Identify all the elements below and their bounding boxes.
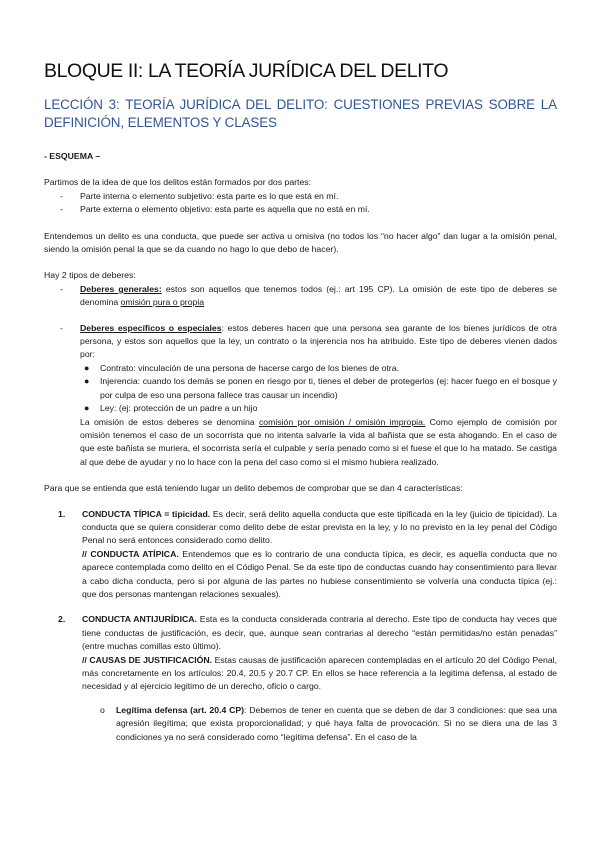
list-item: 2. CONDUCTA ANTIJURÍDICA. Esta es la conducta considerada contraria al derecho. Este tipo de conducta hay veces que tiene conductas de justificación, es decir, que, aunque sean contrarias al derecho “están permitidas/no están penadas” (entre muchas comillas esto último). // CAUSAS DE JUSTIFICACIÓN. Estas causas de justificación aparecen contempladas en el artículo 20 del Código Penal, más concretamente en los artículos: 20.4, 20.5 y 20.7 CP. En ellos se hace referencia a la legitima defensa, al estado de necesidad y al ejercicio legitimo de un derecho, oficio o cargo. bbox=[58, 614, 557, 692]
deber-especifico-term: Deberes específicos o especiales bbox=[80, 322, 222, 333]
item-subheading: // CONDUCTA ATÍPICA. bbox=[82, 548, 179, 559]
list-item: - Parte externa o elemento objetivo: esta parte es aquella que no está en mí. bbox=[60, 204, 370, 215]
deber-general-term: Deberes generales: bbox=[80, 283, 162, 294]
list-item: 1. CONDUCTA TÍPICA = tipicidad. Es decir, será delito aquella conducta que este tipificada en la ley (juicio de tipicidad). La conducta que se quiera considerar como delito debe de estar prevista en la ley, y lo no previsto en la ley penal del Código Penal no será entonces considerado como delito. // CONDUCTA ATÍPICA. Entendemos que es lo contrario de una conducta típica, es decir, es aquella conducta que no aparece contemplada como delito en el Código Penal. Se da este tipo de conductas cuando hay consentimiento para llevar a cabo dicha conducta, pero si por alguna de las partes no hubiese consentimiento se volvería una conducta típica (ej.: que dos personas mantengan relaciones sexuales). bbox=[58, 508, 557, 599]
list-item: ● Ley: (ej: protección de un padre a un hijo bbox=[44, 402, 557, 415]
list-item: ● Contrato: vinculación de una persona de hacerse cargo de los bienes de otra. bbox=[44, 362, 557, 375]
bullet-icon: ● bbox=[84, 362, 90, 373]
item-subheading: // CAUSAS DE JUSTIFICACIÓN. bbox=[82, 654, 213, 665]
item-heading: CONDUCTA ANTIJURÍDICA. bbox=[82, 614, 197, 625]
bullet-icon: ● bbox=[84, 403, 90, 414]
list-item: ● Injerencia: cuando los demás se ponen en riesgo por ti, tienes el deber de protegerlos (ej: hacer fuego en el bosque y por culpa de eso una persona fallece tras causar un incendio) bbox=[84, 376, 557, 400]
list-item: o Legítima defensa (art. 20.4 CP): Debemos de tener en cuenta que se deben de dar 3 condiciones: que sea una agresión ilegítima; que exista proporcionalidad; y qué haya falta de provocación. Si no se diera una de las 3 condiciones ya no será considerado como “legítima defensa”. En el caso de la bbox=[100, 704, 557, 742]
comision-por-omision-term: comisión por omisión / omisión impropia. bbox=[258, 416, 426, 427]
part-internal: Parte interna o elemento subjetivo: esta parte es lo que está en mí. bbox=[80, 190, 339, 201]
bullet-icon: ● bbox=[84, 376, 90, 387]
omision-paragraph: La omisión de estos deberes se denomina comisión por omisión / omisión impropia. Como ejemplo de comisión por omisión tenemos el caso de un socorrista que no intenta salvarle la vida al bañista que se esta ahogando. En el caso de que este bañista se muriera, el socorrista sería el culpable y sería penado como si el fuese el que lo ha matado. Se castiga al que debe de ayudar y no lo hace con la pena del caso como si el mismo hubiera realizado. bbox=[80, 416, 557, 467]
part-external: Parte externa o elemento objetivo: esta parte es aquella que no está en mí. bbox=[80, 204, 370, 215]
deber-general-text: Deberes generales: estos son aquellos que tenemos todos (ej.: art 195 CP). La omisión de este tipo de deberes se denomina omisión pura o propia bbox=[80, 283, 557, 308]
conducta-paragraph: Entendemos un delito es una conducta, que puede ser activa u omisiva (no todos los “no hacer algo” dan lugar a la omisión penal, siendo la omisión penal la que se da cuando no hago lo que debo de hacer). bbox=[44, 230, 557, 255]
list-item: - Deberes específicos o especiales: estos deberes hacen que una persona sea garante de los bienes jurídicos de otra persona, y estos son aquellos que la ley, un contrato o la injerencia nos ha atribuido. Este tipo de deberes vienen dados por: bbox=[44, 322, 557, 362]
circle-bullet-icon: o bbox=[100, 704, 105, 715]
lesson-title: LECCIÓN 3: TEORÍA JURÍDICA DEL DELITO: CUESTIONES PREVIAS SOBRE LA DEFINICIÓN, ELEMENTOS Y CLASES bbox=[44, 97, 557, 130]
deber-especifico-text: Deberes específicos o especiales: estos deberes hacen que una persona sea garante de los bienes jurídicos de otra persona, y estos son aquellos que la ley, un contrato o la injerencia nos ha atribuido. Este tipo de deberes vienen dados por: bbox=[80, 322, 557, 360]
intro-paragraph: Partimos de la idea de que los delitos están formados por dos partes: bbox=[44, 177, 312, 188]
sub-item-heading: Legítima defensa (art. 20.4 CP) bbox=[116, 704, 245, 715]
page-title: BLOQUE II: LA TEORÍA JURÍDICA DEL DELITO bbox=[44, 60, 449, 82]
list-item: - Deberes generales: estos son aquellos que tenemos todos (ej.: art 195 CP). La omisión de este tipo de deberes se denomina omisión pura o propia bbox=[44, 283, 557, 310]
omision-pura-term: omisión pura o propia bbox=[120, 297, 205, 308]
list-item: - Parte interna o elemento subjetivo: esta parte es lo que está en mí. bbox=[60, 190, 339, 201]
caracteristicas-intro: Para que se entienda que está teniendo lugar un delito debemos de comprobar que se dan 4 características: bbox=[44, 483, 463, 494]
deberes-intro: Hay 2 tipos de deberes: bbox=[44, 270, 136, 281]
item-heading: CONDUCTA TÍPICA = tipicidad. bbox=[82, 508, 211, 519]
esquema-label: - ESQUEMA – bbox=[44, 151, 101, 161]
